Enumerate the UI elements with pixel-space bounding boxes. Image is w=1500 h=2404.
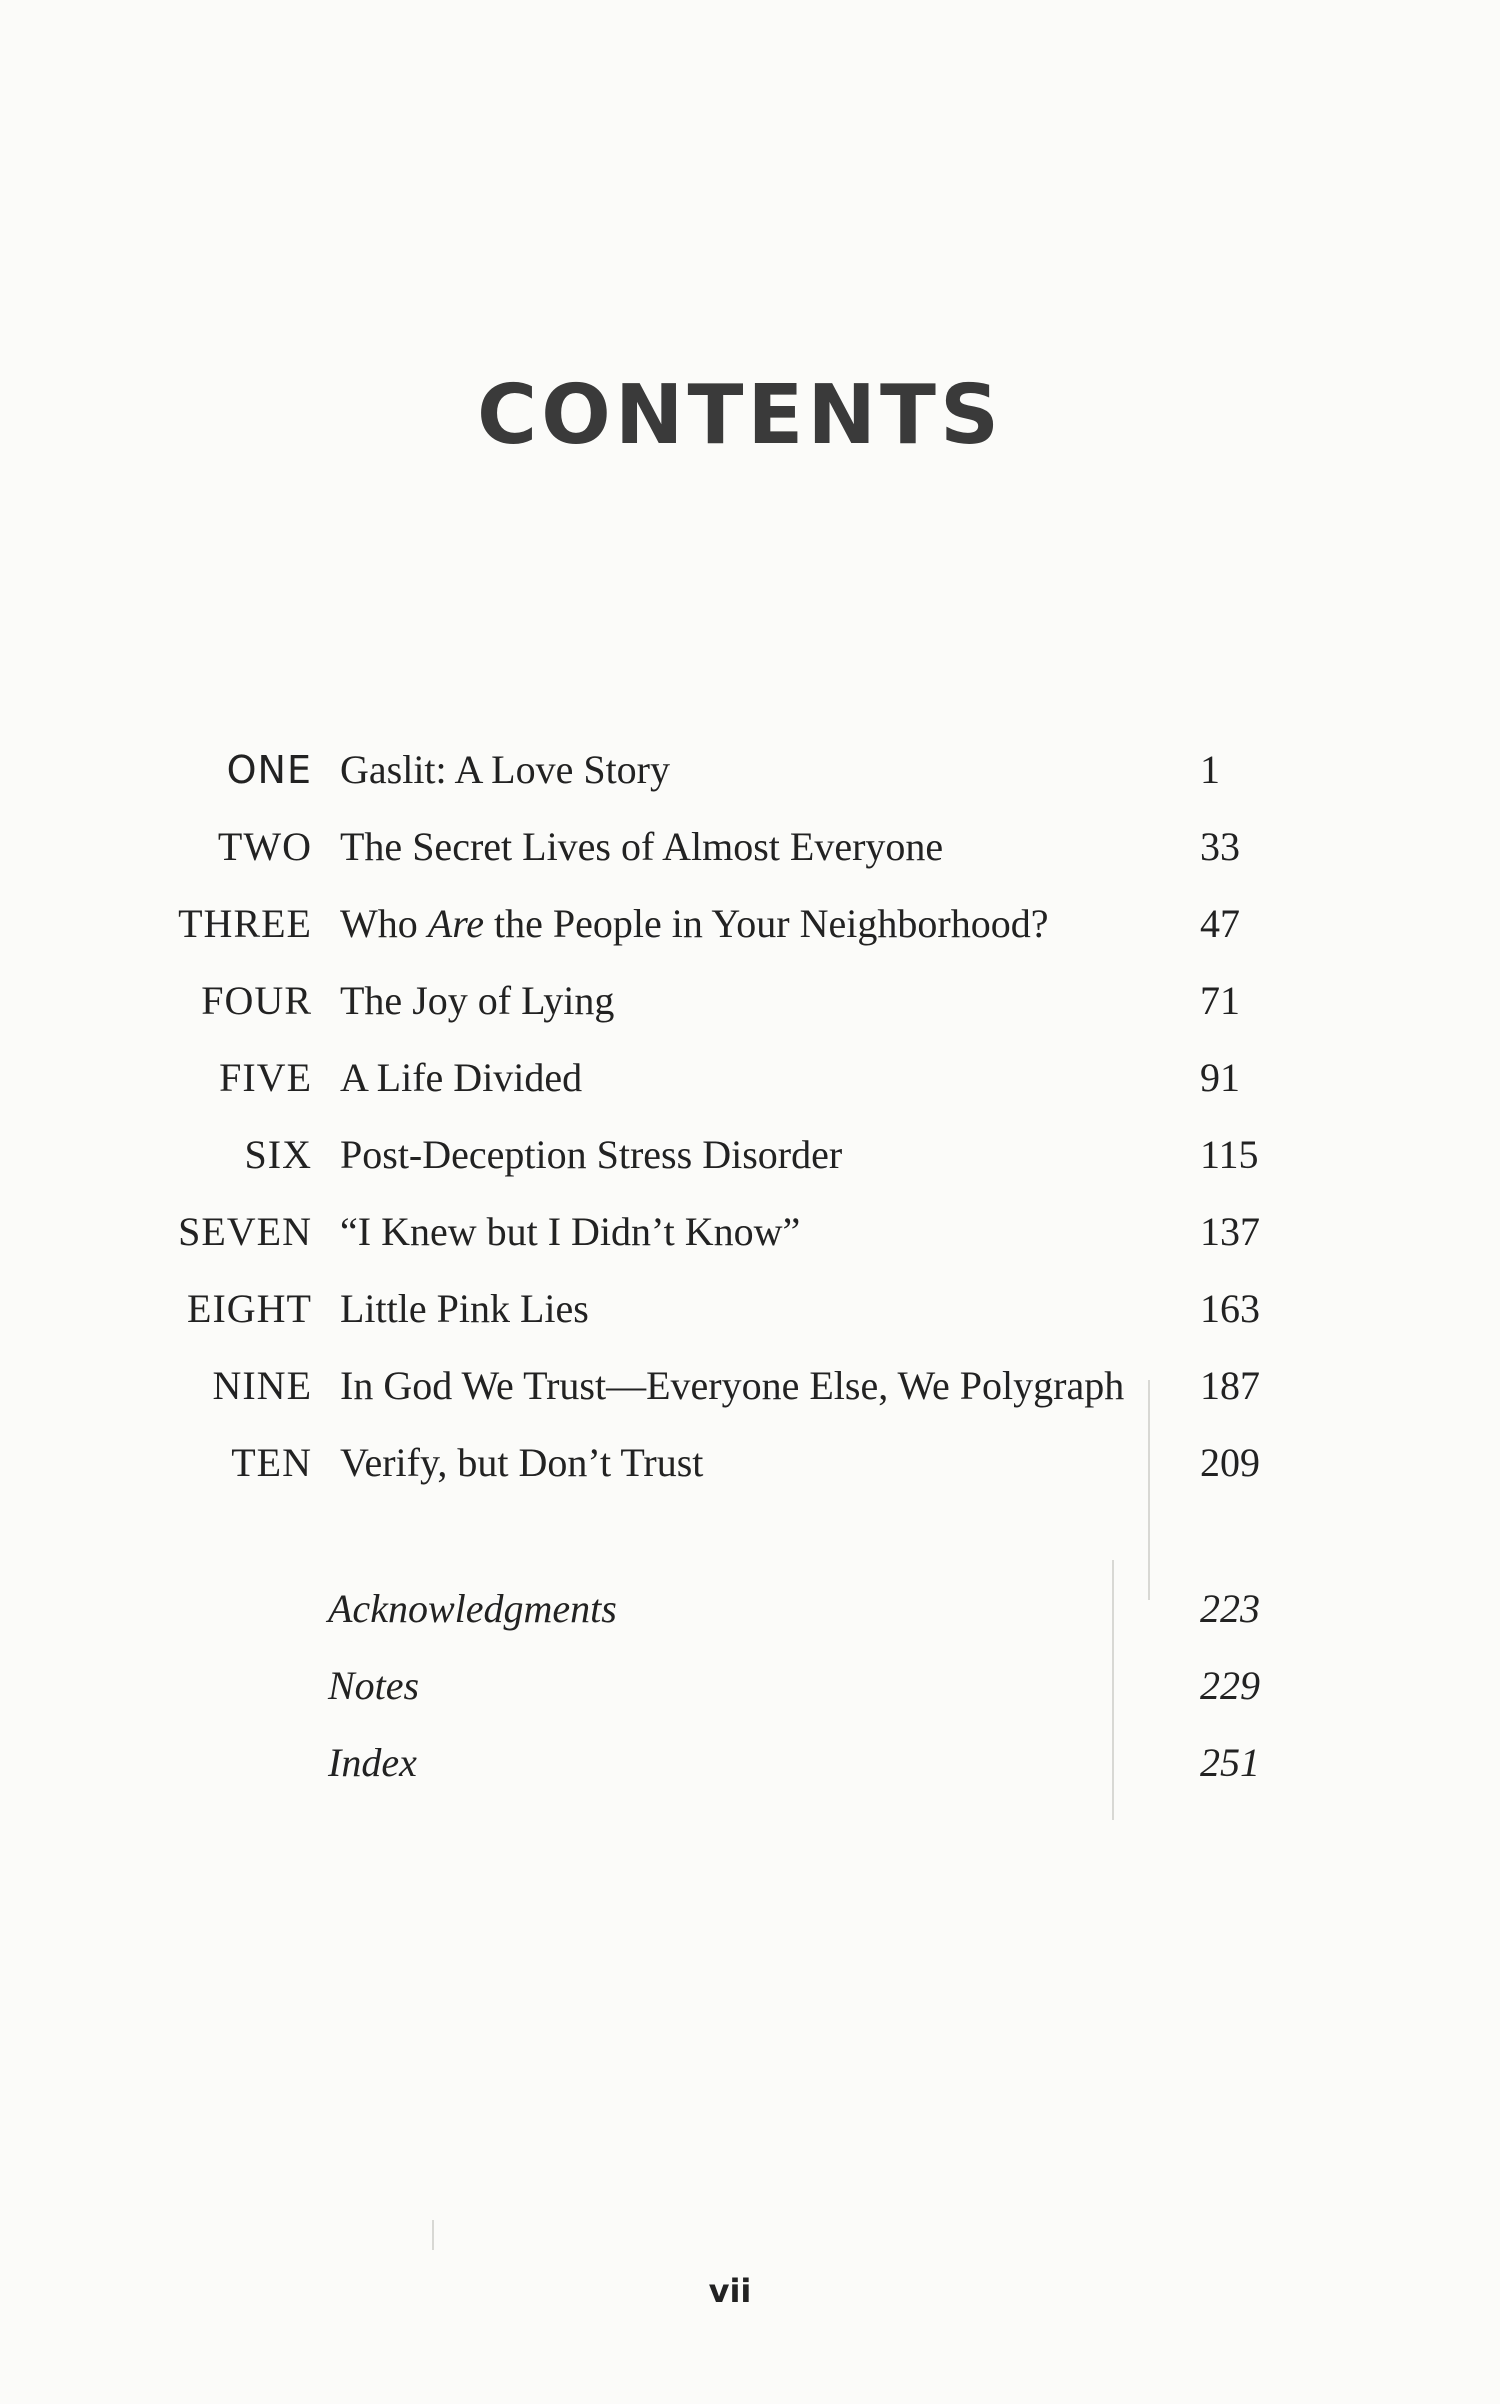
toc-row-notes[interactable] xyxy=(0,1651,1500,1721)
chapter-title xyxy=(340,889,1048,959)
chapter-number: FOUR xyxy=(201,978,312,1023)
chapter-page-number: 33 xyxy=(1200,824,1240,869)
paper-scratch-mark xyxy=(432,2220,434,2250)
back-matter-title: Index xyxy=(328,1740,417,1785)
back-matter-page-number: 229 xyxy=(1200,1663,1260,1708)
toc-row-acknowledgments[interactable] xyxy=(0,1574,1500,1644)
page-title: CONTENTS xyxy=(476,368,1004,463)
chapter-page-number: 1 xyxy=(1200,747,1220,792)
paper-scratch-mark xyxy=(1112,1560,1114,1820)
chapter-title: Post-Deception Stress Disorder xyxy=(340,1132,843,1177)
chapter-title: Verify, but Don’t Trust xyxy=(340,1440,704,1485)
paper-scratch-mark xyxy=(1148,1380,1150,1600)
toc-row-chapter-6[interactable] xyxy=(0,1120,1500,1190)
chapter-title-part: Who xyxy=(340,901,428,946)
chapter-title: Little Pink Lies xyxy=(340,1286,589,1331)
toc-row-chapter-9[interactable] xyxy=(0,1351,1500,1421)
chapter-title: The Secret Lives of Almost Everyone xyxy=(340,824,944,869)
chapter-page-number: 187 xyxy=(1200,1363,1260,1408)
chapter-title: “I Knew but I Didn’t Know” xyxy=(340,1209,801,1254)
chapter-title: A Life Divided xyxy=(340,1055,583,1100)
chapter-page-number: 209 xyxy=(1200,1440,1260,1485)
toc-row-chapter-4[interactable] xyxy=(0,966,1500,1036)
chapter-page-number: 47 xyxy=(1200,901,1240,946)
back-matter-title: Notes xyxy=(328,1663,420,1708)
toc-row-chapter-5[interactable] xyxy=(0,1043,1500,1113)
toc-row-chapter-2[interactable] xyxy=(0,812,1500,882)
chapter-number: SEVEN xyxy=(178,1209,312,1254)
toc-row-chapter-10[interactable] xyxy=(0,1428,1500,1498)
toc-row-chapter-7[interactable] xyxy=(0,1197,1500,1267)
chapter-number: TEN xyxy=(231,1440,312,1485)
chapter-title: Gaslit: A Love Story xyxy=(340,747,670,792)
chapter-title-emphasis: Are xyxy=(427,901,485,946)
chapter-title: The Joy of Lying xyxy=(340,978,615,1023)
toc-row-index[interactable] xyxy=(0,1728,1500,1798)
chapter-number: SIX xyxy=(244,1132,312,1177)
back-matter-page-number: 251 xyxy=(1200,1740,1260,1785)
chapter-number: EIGHT xyxy=(187,1286,312,1331)
chapter-page-number: 115 xyxy=(1200,1132,1259,1177)
chapter-title-part: the People in Your Neighborhood? xyxy=(484,901,1049,946)
chapter-number: ONE xyxy=(226,748,312,792)
chapter-page-number: 91 xyxy=(1200,1055,1240,1100)
back-matter-page-number: 223 xyxy=(1200,1586,1260,1631)
back-matter-title: Acknowledgments xyxy=(328,1586,617,1631)
chapter-page-number: 137 xyxy=(1200,1209,1260,1254)
chapter-number: NINE xyxy=(212,1363,312,1408)
chapter-page-number: 71 xyxy=(1200,978,1240,1023)
chapter-page-number: 163 xyxy=(1200,1286,1260,1331)
toc-row-chapter-1[interactable] xyxy=(0,735,1500,805)
toc-row-chapter-3[interactable] xyxy=(0,889,1500,959)
chapter-number: FIVE xyxy=(219,1055,312,1100)
chapter-number: TWO xyxy=(217,824,312,869)
chapter-title: In God We Trust—Everyone Else, We Polygraph xyxy=(340,1363,1125,1408)
page-number-folio: vii xyxy=(708,2272,752,2310)
chapter-number: THREE xyxy=(178,901,312,946)
toc-row-chapter-8[interactable] xyxy=(0,1274,1500,1344)
